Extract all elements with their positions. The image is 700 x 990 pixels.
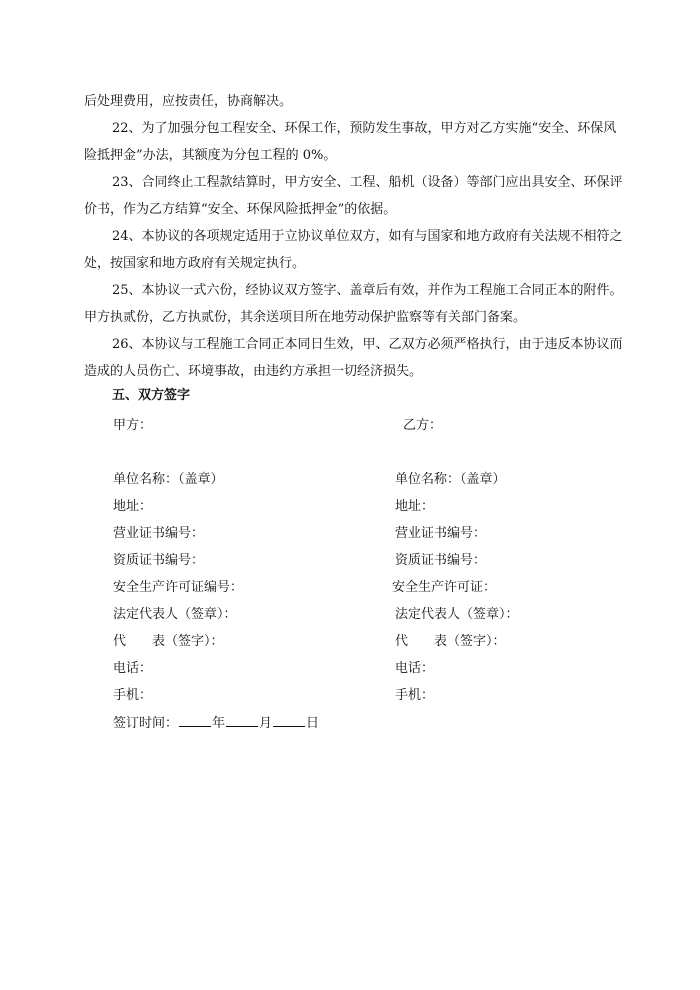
party-b-legal-rep: 法定代表人（签章）： <box>395 607 519 622</box>
paragraph-clause-22: 22、为了加强分包工程安全、环保工作，预防发生事故，甲方对乙方实施“安全、环保风险抵押金”办法，其额度为分包工程的 0%。 <box>84 121 617 163</box>
month-blank[interactable] <box>226 712 258 727</box>
day-label: 日 <box>306 716 320 731</box>
party-b-address: 地址： <box>395 499 435 514</box>
paragraph-clause-26: 26、本协议与工程施工合同正本同日生效，甲、乙双方必须严格执行，由于违反本协议而造成的人员伤亡、环境事故，由违约方承担一切经济损失。 <box>84 337 623 379</box>
party-a-company-name: 单位名称：（盖章） <box>113 472 224 487</box>
party-b-label: 乙方： <box>403 418 443 433</box>
party-a-phone: 电话： <box>113 661 153 676</box>
party-a-label: 甲方： <box>113 418 153 433</box>
party-b-safety-permit: 安全生产许可证： <box>392 580 497 595</box>
day-blank[interactable] <box>273 712 305 727</box>
year-label: 年 <box>212 716 226 731</box>
month-label: 月 <box>259 716 273 731</box>
party-b-qualification-cert: 资质证书编号： <box>395 553 487 568</box>
party-b-business-license: 营业证书编号： <box>395 526 487 541</box>
section-title: 五、双方签字 <box>112 388 191 403</box>
party-b-mobile: 手机： <box>395 688 435 703</box>
paragraph-clause-24: 24、本协议的各项规定适用于立协议单位双方，如有与国家和地方政府有关法规不相符之处，按国家和地方政府有关规定执行。 <box>84 229 623 271</box>
paragraph-clause-23: 23、合同终止工程款结算时，甲方安全、工程、船机（设备）等部门应出具安全、环保评价书，作为乙方结算“安全、环保风险抵押金”的依据。 <box>84 175 623 217</box>
party-a-address: 地址： <box>113 499 153 514</box>
party-b-phone: 电话： <box>395 661 435 676</box>
signing-date-line <box>113 712 319 734</box>
party-a-safety-permit: 安全生产许可证编号： <box>113 580 244 595</box>
party-a-business-license: 营业证书编号： <box>113 526 205 541</box>
party-a-qualification-cert: 资质证书编号： <box>113 553 205 568</box>
paragraph-continuation: 后处理费用，应按责任，协商解决。 <box>84 94 293 109</box>
party-a-mobile: 手机： <box>113 688 153 703</box>
paragraph-clause-25: 25、本协议一式六份，经协议双方签字、盖章后有效，并作为工程施工合同正本的附件。甲方执贰份，乙方执贰份，其余送项目所在地劳动保护监察等有关部门备案。 <box>84 283 623 325</box>
signing-date-label: 签订时间： <box>113 716 179 731</box>
party-b-company-name: 单位名称：（盖章） <box>395 472 506 487</box>
party-a-representative: 代 表（签字）： <box>113 634 224 649</box>
party-a-legal-rep: 法定代表人（签章）： <box>113 607 237 622</box>
year-blank[interactable] <box>179 712 211 727</box>
party-b-representative: 代 表（签字）： <box>395 634 506 649</box>
